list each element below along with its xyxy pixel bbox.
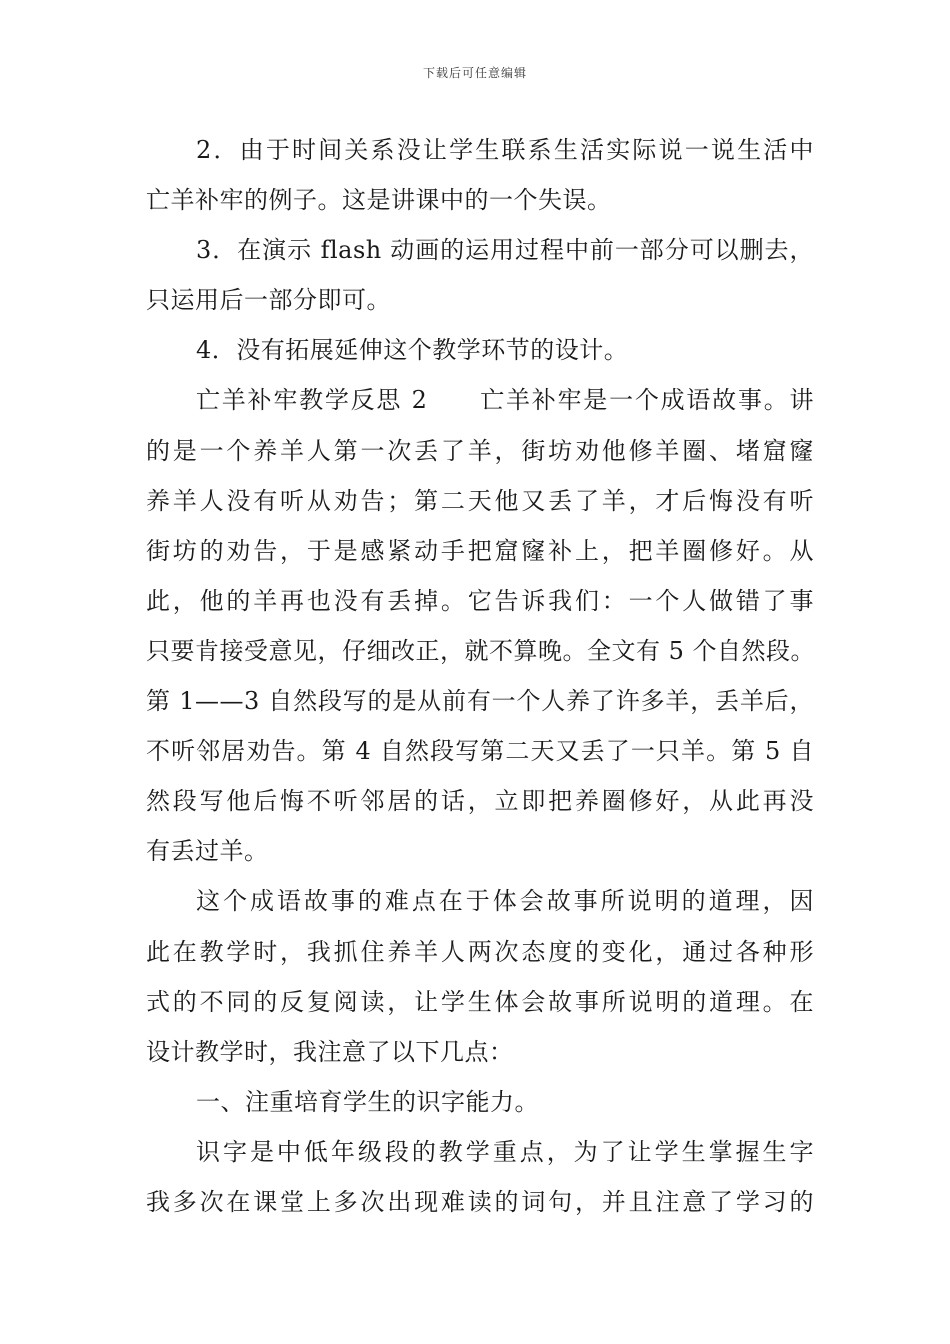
text-line: 街坊的劝告，于是感紧动手把窟窿补上，把羊圈修好。从 [146,536,814,565]
text-line: 设计教学时，我注意了以下几点： [146,1037,514,1066]
text-line: 然段写他后悔不听邻居的话，立即把养圈修好，从此再没 [146,787,814,816]
text-line: 此，他的羊再也没有丢掉。它告诉我们：一个人做错了事 [146,586,814,615]
text-line: 2．由于时间关系没让学生联系生活实际说一说生活中 [196,136,814,164]
text-line: 一、注重培育学生的识字能力。 [196,1087,539,1116]
text-line: 第 1——3 自然段写的是从前有一个人养了许多羊，丢羊后， [146,687,814,716]
text-line: 式的不同的反复阅读，让学生体会故事所说明的道理。在 [146,987,814,1016]
text-line: 养羊人没有听从劝告；第二天他又丢了羊，才后悔没有听 [146,486,814,515]
text-line: 我多次在课堂上多次出现难读的词句，并且注意了学习的 [146,1187,814,1216]
text-line: 3．在演示 flash 动画的运用过程中前一部分可以删去， [196,236,814,265]
text-line: 亡羊补牢的例子。这是讲课中的一个失误。 [146,186,612,215]
text-line: 有丢过羊。 [146,837,269,866]
document-body [146,125,814,1227]
text-line: 的是一个养羊人第一次丢了羊，街坊劝他修羊圈、堵窟窿 [146,436,814,465]
text-line: 不听邻居劝告。第 4 自然段写第二天又丢了一只羊。第 5 自 [146,737,814,766]
text-line: 亡羊补牢教学反思 2 亡羊补牢是一个成语故事。讲 [196,386,814,415]
text-line: 此在教学时，我抓住养羊人两次态度的变化，通过各种形 [146,937,814,966]
text-line: 只运用后一部分即可。 [146,286,391,315]
text-line: 4．没有拓展延伸这个教学环节的设计。 [196,336,629,365]
text-line: 识字是中低年级段的教学重点，为了让学生掌握生字 [196,1137,814,1166]
page-header: 下载后可任意编辑 [422,66,527,80]
text-line: 只要肯接受意见，仔细改正，就不算晚。全文有 5 个自然段。 [146,636,816,665]
text-line: 这个成语故事的难点在于体会故事所说明的道理，因 [196,887,814,916]
